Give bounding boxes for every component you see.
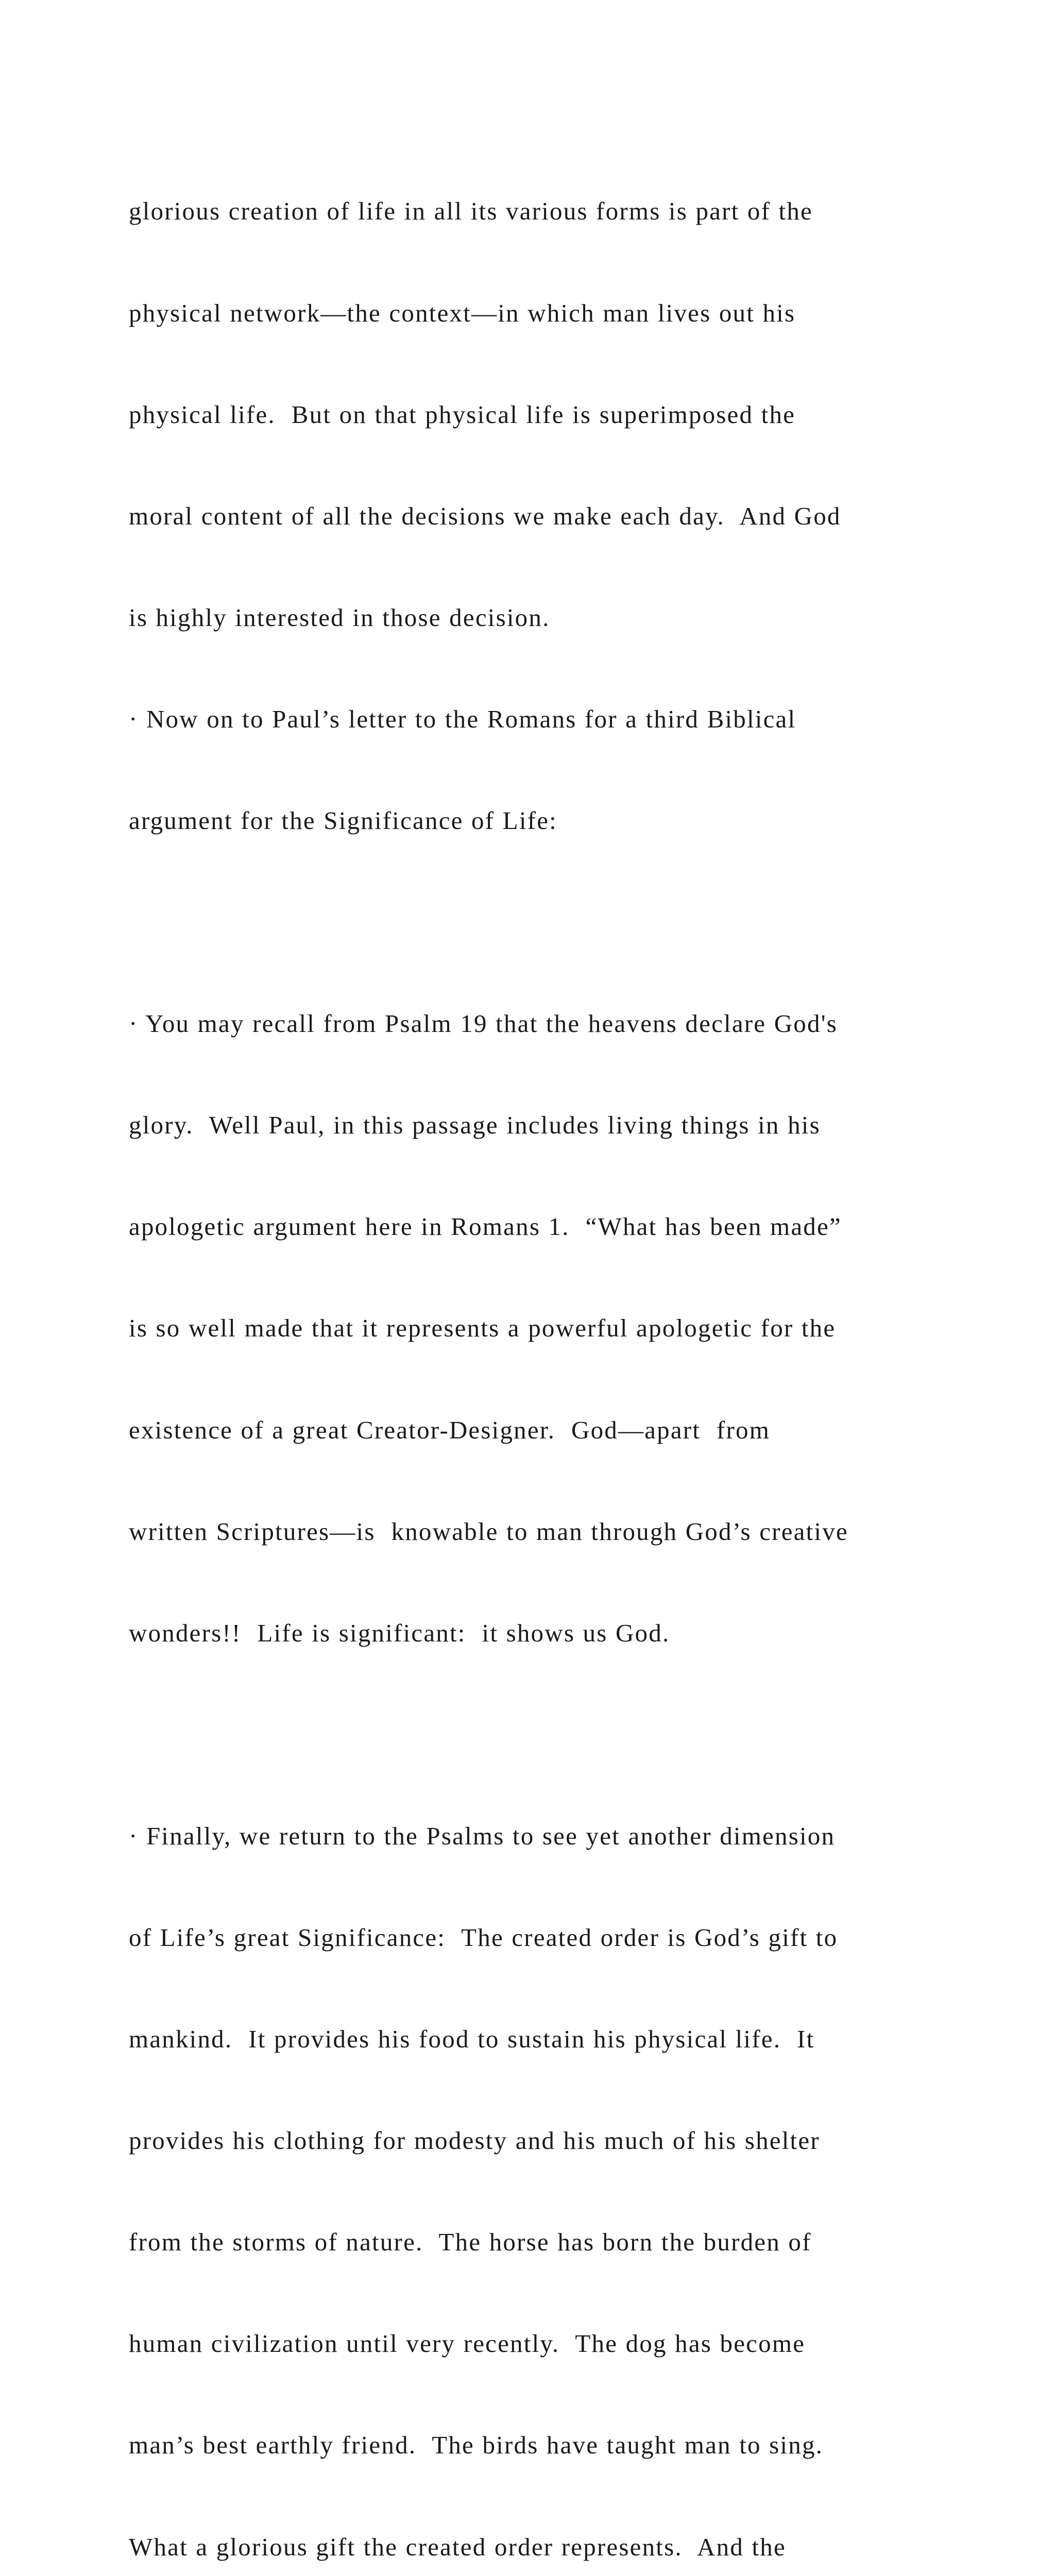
text-line: apologetic argument here in Romans 1. “What has been made” [129, 1212, 842, 1241]
text-line: physical network—the context—in which man lives out his [129, 298, 796, 327]
text-line: · Finally, we return to the Psalms to see yet another dimension [129, 1821, 836, 1850]
text-line: man’s best earthly friend. The birds have taught man to sing. [129, 2431, 824, 2460]
text-line: from the storms of nature. The horse has born the burden of [129, 2228, 812, 2257]
text-line: wonders!! Life is significant: it shows us God. [129, 1618, 670, 1647]
text-line: of Life’s great Significance: The created order is God’s gift to [129, 1923, 838, 1952]
text-line: moral content of all the decisions we make each day. And God [129, 501, 841, 530]
text-line: glorious creation of life in all its various forms is part of the [129, 197, 813, 226]
text-line: · You may recall from Psalm 19 that the heavens declare God's [129, 1009, 838, 1038]
text-line: existence of a great Creator-Designer. God—apart from [129, 1415, 771, 1444]
text-line: argument for the Significance of Life: [129, 806, 557, 835]
text-line: human civilization until very recently. The dog has become [129, 2329, 806, 2358]
blank-line [129, 905, 984, 939]
blank-line [129, 1718, 984, 1752]
body-text [129, 127, 984, 2576]
text-line: physical life. But on that physical life is superimposed the [129, 400, 796, 429]
text-line: What a glorious gift the created order represents. And the [129, 2532, 786, 2561]
text-line: glory. Well Paul, in this passage includes living things in his [129, 1111, 821, 1140]
text-line: · Now on to Paul’s letter to the Romans for a third Biblical [129, 704, 796, 733]
text-line: is highly interested in those decision. [129, 603, 550, 632]
text-line: provides his clothing for modesty and his much of his shelter [129, 2126, 820, 2155]
text-line: is so well made that it represents a powerful apologetic for the [129, 1314, 836, 1343]
text-line: mankind. It provides his food to sustain his physical life. It [129, 2025, 815, 2054]
text-line: written Scriptures—is knowable to man through God’s creative [129, 1517, 848, 1546]
